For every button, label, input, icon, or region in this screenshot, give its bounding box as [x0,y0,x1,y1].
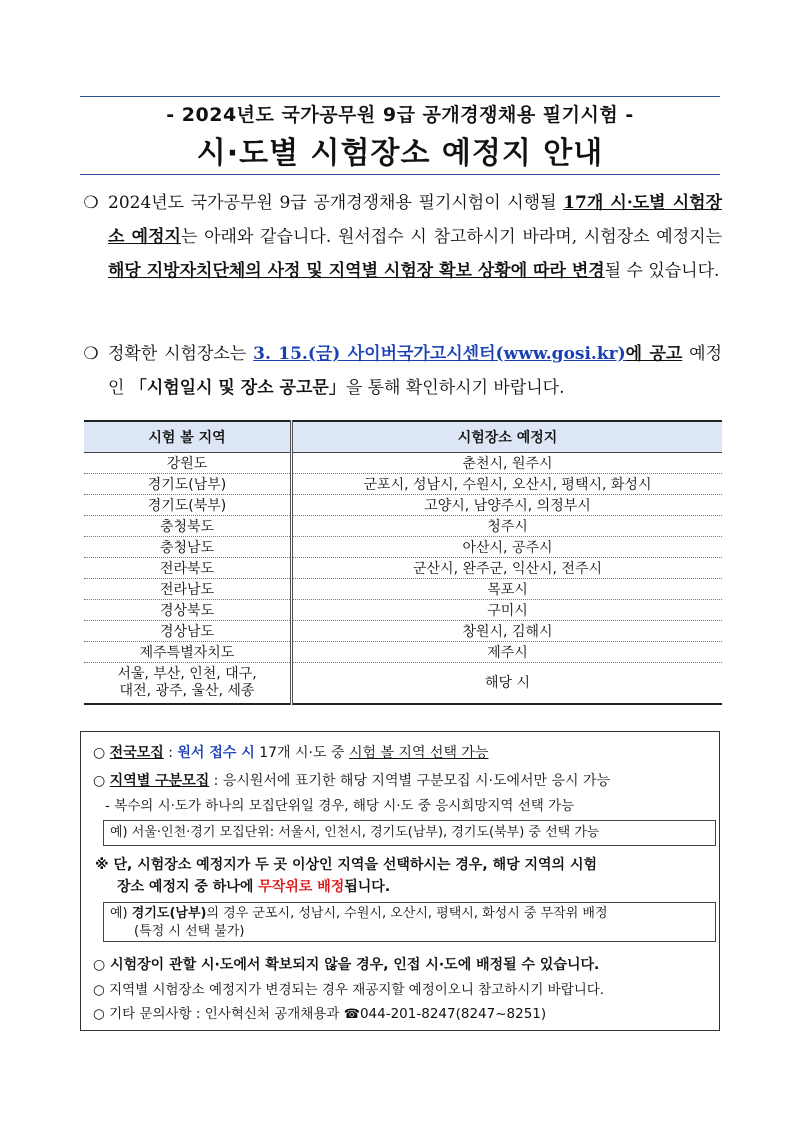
contact-phone: 044-201-8247(8247~8251) [359,1006,547,1022]
site-cell: 군산시, 완주군, 익산시, 전주시 [292,558,723,579]
note-regional: ○ 지역별 구분모집 : 응시원서에 표기한 해당 지역별 구분모집 시·도에서만 응시 가능 [93,773,611,789]
region-cell: 서울, 부산, 인천, 대구, 대전, 광주, 울산, 세종 [84,663,292,705]
bullet-icon: ❍ [83,193,99,213]
intro-text: 2024년도 국가공무원 9급 공개경쟁채용 필기시험이 시행될 [108,193,564,213]
exam-site-table [84,420,722,705]
table-row [84,516,722,537]
notes-box [80,731,720,1031]
table-row [84,453,722,474]
announcement-title: 「시험일시 및 장소 공고문」 [129,378,346,398]
announcement-date-link[interactable]: 3. 15.(금) 사이버국가고시센터(www.gosi.kr) [253,344,626,364]
site-cell: 목포시 [292,579,723,600]
title-bottom-rule [80,174,720,175]
circle-icon: ○ [93,1006,105,1022]
region-cell: 충청북도 [84,516,292,537]
table-row [84,558,722,579]
reference-mark-icon: ※ [95,857,109,873]
caution-line-1: ※ 단, 시험장소 예정지가 두 곳 이상인 지역을 선택하시는 경우, 해당 지역의 시험 [95,857,597,873]
intro-highlight-change: 해당 지방자치단체의 사정 및 지역별 시험장 확보 상황에 따라 변경 [108,261,605,281]
note-reannouncement: ○ 지역별 시험장소 예정지가 변경되는 경우 재공지할 예정이오니 참고하시기 바랍니다. [93,982,605,998]
circle-icon: ○ [93,957,106,973]
table-row [84,600,722,621]
region-cell: 경기도(북부) [84,495,292,516]
table-row [84,621,722,642]
region-cell: 경상남도 [84,621,292,642]
site-cell: 창원시, 김해시 [292,621,723,642]
document-title: 시·도별 시험장소 예정지 안내 [196,136,604,171]
table-row [84,495,722,516]
site-cell: 제주시 [292,642,723,663]
header-site: 시험장소 예정지 [292,421,723,453]
site-cell: 해당 시 [292,663,723,705]
region-cell: 전라북도 [84,558,292,579]
note-contact: ○ 기타 문의사항 : 인사혁신처 공개채용과 ☎044-201-8247(8247~8251) [93,1006,547,1022]
intro-text: 을 통해 확인하시기 바랍니다. [345,378,565,398]
table-row [84,537,722,558]
table-row [84,579,722,600]
site-cell: 군포시, 성남시, 수원시, 오산시, 평택시, 화성시 [292,474,723,495]
example-box-2: 예) 경기도(남부)의 경우 군포시, 성남시, 수원시, 오산시, 평택시, 화성시 중 무작위 배정 (특정 시 선택 불가) [103,902,716,942]
note-nationwide: ○ 전국모집 : 원서 접수 시 17개 시·도 중 시험 볼 지역 선택 가능 [93,745,489,761]
region-cell: 강원도 [84,453,292,474]
header-region: 시험 볼 지역 [84,421,292,453]
table-row [84,642,722,663]
circle-icon: ○ [93,773,106,789]
site-cell: 청주시 [292,516,723,537]
region-cell: 전라남도 [84,579,292,600]
example-box-1: 예) 서울·인천·경기 모집단위: 서울시, 인천시, 경기도(남부), 경기도(북부) 중 선택 가능 [103,820,716,846]
intro-text: 예정인 [108,344,723,398]
site-cell: 구미시 [292,600,723,621]
circle-icon: ○ [93,745,106,761]
bullet-icon: ❍ [83,344,99,364]
table-row [84,474,722,495]
site-cell: 고양시, 남양주시, 의정부시 [292,495,723,516]
caution-line-2: 장소 예정지 중 하나에 무작위로 배정됩니다. [117,879,391,895]
intro-text: 정확한 시험장소는 [108,344,254,364]
circle-icon: ○ [93,982,105,998]
region-cell: 경기도(남부) [84,474,292,495]
intro-text: 는 아래와 같습니다. 원서접수 시 참고하시기 바라며, 시험장소 예정지는 [180,227,722,247]
title-top-rule [80,96,720,97]
intro-text: 될 수 있습니다. [604,261,720,281]
site-cell: 춘천시, 원주시 [292,453,723,474]
note-regional-sub: - 복수의 시·도가 하나의 모집단위일 경우, 해당 시·도 중 응시희망지역 선택 가능 [105,798,575,814]
table-row [84,663,722,705]
region-cell: 제주특별자치도 [84,642,292,663]
intro-highlight-sites: 17개 시·도별 시험장소 예정지 [108,193,722,247]
note-adjacent-assignment: ○ 시험장이 관할 시·도에서 확보되지 않을 경우, 인접 시·도에 배정될 수 있습니다. [93,957,600,973]
phone-icon: ☎ [343,1007,360,1022]
intro-text: 에 공고 [625,344,683,364]
region-cell: 경상북도 [84,600,292,621]
region-cell: 충청남도 [84,537,292,558]
site-cell: 아산시, 공주시 [292,537,723,558]
document-subtitle: - 2024년도 국가공무원 9급 공개경쟁채용 필기시험 - [166,104,634,126]
